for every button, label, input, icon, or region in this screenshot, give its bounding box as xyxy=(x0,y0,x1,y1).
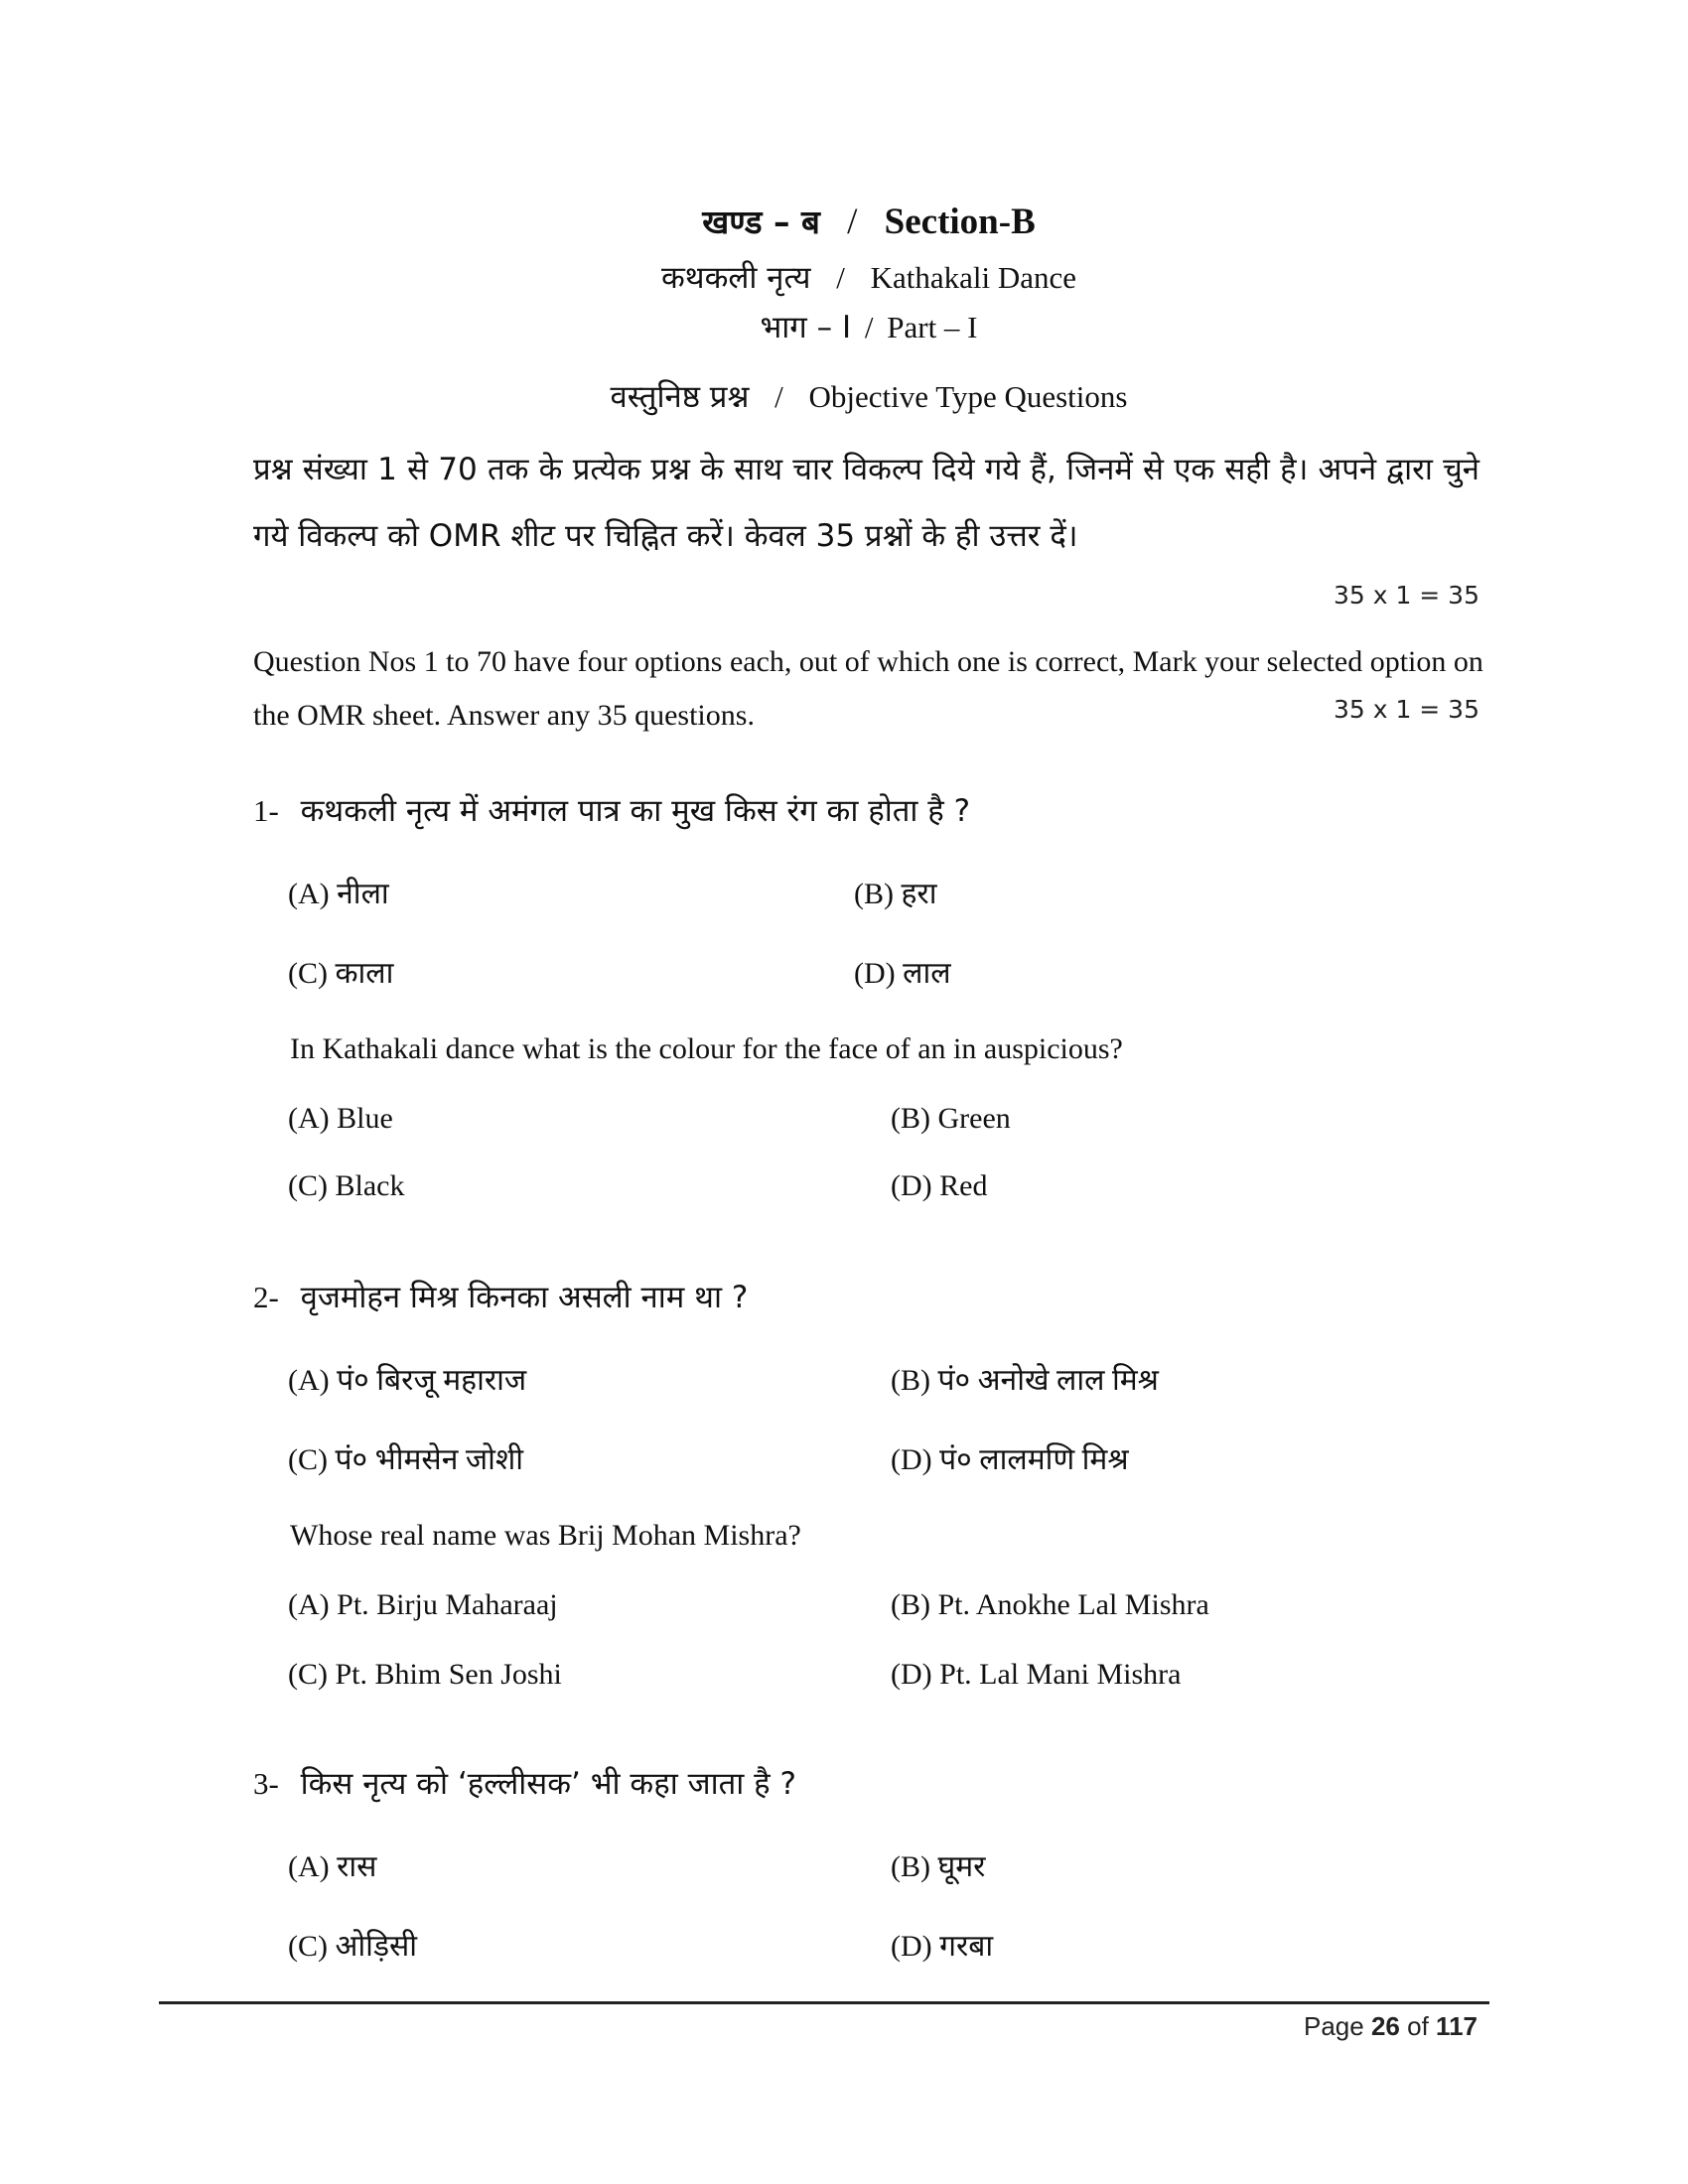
q1-option-d-english[interactable]: (D) Red xyxy=(891,1169,988,1202)
objective-hindi: वस्तुनिष्ठ प्रश्न xyxy=(610,379,750,415)
page-indicator xyxy=(1304,2011,1477,2042)
part-hindi: भाग – I xyxy=(760,310,852,345)
page-label: Page xyxy=(1304,2011,1364,2041)
total-pages: 117 xyxy=(1436,2011,1477,2041)
q1-option-a-hindi[interactable]: (A) नीला xyxy=(288,878,389,910)
q2-option-d-hindi[interactable]: (D) पं० लालमणि मिश्र xyxy=(891,1443,1129,1476)
marks-hindi: 35 x 1 = 35 xyxy=(1333,581,1479,610)
separator-slash: / xyxy=(836,260,845,295)
objective-heading xyxy=(0,375,1688,417)
q3-option-c-hindi[interactable]: (C) ओड़िसी xyxy=(288,1930,418,1963)
q2-option-c-hindi[interactable]: (C) पं० भीमसेन जोशी xyxy=(288,1443,524,1476)
section-title xyxy=(0,199,1688,243)
section-title-hindi: खण्ड – ब xyxy=(702,203,820,241)
q1-option-b-english[interactable]: (B) Green xyxy=(891,1102,1011,1135)
question-2-english: Whose real name was Brij Mohan Mishra? xyxy=(290,1519,801,1552)
question-number: 1- xyxy=(253,793,279,828)
question-2-hindi xyxy=(253,1276,748,1317)
q3-option-d-hindi[interactable]: (D) गरबा xyxy=(891,1930,994,1963)
q1-option-c-hindi[interactable]: (C) काला xyxy=(288,957,394,990)
marks-english: 35 x 1 = 35 xyxy=(1333,695,1479,724)
q2-option-a-hindi[interactable]: (A) पं० बिरजू महाराज xyxy=(288,1364,527,1397)
separator-slash: / xyxy=(774,379,783,414)
q3-option-b-hindi[interactable]: (B) घूमर xyxy=(891,1850,986,1883)
dance-title-hindi: कथकली नृत्य xyxy=(660,260,811,296)
dance-title-english: Kathakali Dance xyxy=(870,260,1077,295)
separator-slash: / xyxy=(847,202,858,242)
question-number: 2- xyxy=(253,1280,279,1314)
instructions-hindi: प्रश्न संख्या 1 से 70 तक के प्रत्येक प्रश्न के साथ चार विकल्प दिये गये हैं, जिनमें से एक सही है। अपने द्वारा चुने गये विकल्प को OMR शीट पर चिह्नित करें। केवल 35 प्रश्नों के ही उत्तर दें। xyxy=(253,452,1479,554)
part-heading xyxy=(0,306,1688,347)
question-1-english: In Kathakali dance what is the colour for the face of an in auspicious? xyxy=(290,1032,1123,1065)
q2-option-d-english[interactable]: (D) Pt. Lal Mani Mishra xyxy=(891,1658,1182,1691)
q2-option-b-english[interactable]: (B) Pt. Anokhe Lal Mishra xyxy=(891,1588,1209,1621)
question-text: वृजमोहन मिश्र किनका असली नाम था ? xyxy=(300,1280,749,1315)
q1-option-a-english[interactable]: (A) Blue xyxy=(288,1102,393,1135)
q1-option-d-hindi[interactable]: (D) लाल xyxy=(854,957,951,990)
separator-slash: / xyxy=(864,310,874,344)
q1-option-c-english[interactable]: (C) Black xyxy=(288,1169,405,1202)
dance-subtitle xyxy=(0,256,1688,298)
of-label: of xyxy=(1407,2011,1429,2041)
question-3-hindi xyxy=(253,1762,796,1804)
question-number: 3- xyxy=(253,1766,279,1801)
q3-option-a-hindi[interactable]: (A) रास xyxy=(288,1850,377,1883)
section-title-english: Section-B xyxy=(884,202,1036,242)
q2-option-b-hindi[interactable]: (B) पं० अनोखे लाल मिश्र xyxy=(891,1364,1159,1397)
q2-option-a-english[interactable]: (A) Pt. Birju Maharaaj xyxy=(288,1588,558,1621)
footer-divider xyxy=(159,2001,1489,2004)
objective-english: Objective Type Questions xyxy=(808,379,1128,414)
part-english: Part – I xyxy=(887,310,978,344)
q2-option-c-english[interactable]: (C) Pt. Bhim Sen Joshi xyxy=(288,1658,562,1691)
page-number: 26 xyxy=(1370,2011,1400,2041)
instructions-english: Question Nos 1 to 70 have four options each, out of which one is correct, Mark your selected option on the OMR sheet. Answer any 35 questions. xyxy=(253,645,1483,732)
question-text: कथकली नृत्य में अमंगल पात्र का मुख किस रंग का होता है ? xyxy=(300,793,971,829)
question-1-hindi xyxy=(253,789,970,831)
q1-option-b-hindi[interactable]: (B) हरा xyxy=(854,878,937,910)
question-text: किस नृत्य को ‘हल्लीसक’ भी कहा जाता है ? xyxy=(300,1766,796,1802)
